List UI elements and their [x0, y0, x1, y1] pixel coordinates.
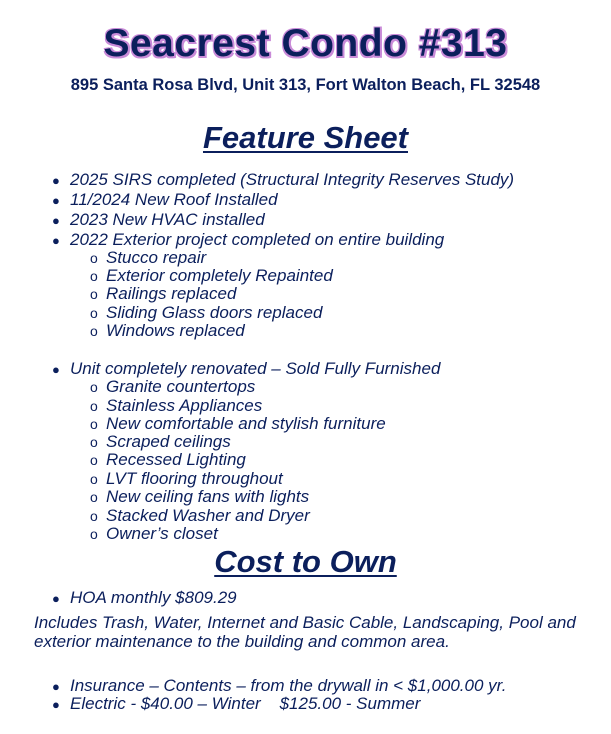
- sub-bullet-icon: o: [90, 250, 98, 266]
- sub-list-item: o LVT flooring throughout: [90, 469, 283, 488]
- sub-list-item: o Sliding Glass doors replaced: [90, 303, 323, 322]
- bullet-icon: ●: [52, 233, 60, 248]
- sub-list-item: o Stainless Appliances: [90, 396, 263, 415]
- sub-bullet-icon: o: [90, 416, 98, 432]
- bullet-icon: ●: [52, 591, 60, 606]
- property-address: 895 Santa Rosa Blvd, Unit 313, Fort Walton Beach, FL 32548: [70, 76, 541, 94]
- bullet-icon: ●: [52, 697, 60, 712]
- sub-bullet-icon: o: [90, 286, 98, 302]
- insurance-item: ● Insurance – Contents – from the drywall in < $1,000.00 yr.: [52, 676, 507, 695]
- sub-list-item: o New comfortable and stylish furniture: [90, 414, 386, 433]
- sub-list-item: o Exterior completely Repainted: [90, 266, 333, 285]
- bullet-icon: ●: [52, 173, 60, 188]
- bullet-icon: ●: [52, 213, 60, 228]
- list-item: ● 11/2024 New Roof Installed: [52, 190, 278, 209]
- sub-list-item: o Recessed Lighting: [90, 450, 246, 469]
- sub-bullet-icon: o: [90, 508, 98, 524]
- sub-list-item: o Stacked Washer and Dryer: [90, 506, 310, 525]
- list-item: ● 2022 Exterior project completed on entire building: [52, 230, 445, 249]
- feature-sheet-heading: Feature Sheet: [202, 120, 408, 155]
- sub-bullet-icon: o: [90, 268, 98, 284]
- sub-list-item: o Scraped ceilings: [90, 432, 231, 451]
- bullet-icon: ●: [52, 193, 60, 208]
- sub-bullet-icon: o: [90, 452, 98, 468]
- hoa-item: ● HOA monthly $809.29: [52, 588, 237, 607]
- sub-list-item: o Owner’s closet: [90, 524, 218, 543]
- sub-bullet-icon: o: [90, 471, 98, 487]
- bullet-icon: ●: [52, 679, 60, 694]
- sub-bullet-icon: o: [90, 489, 98, 505]
- sub-list-item: o Railings replaced: [90, 284, 237, 303]
- list-item: ● 2023 New HVAC installed: [52, 210, 265, 229]
- sub-bullet-icon: o: [90, 379, 98, 395]
- bullet-icon: ●: [52, 362, 60, 377]
- electric-item: ● Electric - $40.00 – Winter $125.00 - Summer: [52, 694, 421, 713]
- sub-bullet-icon: o: [90, 434, 98, 450]
- sub-bullet-icon: o: [90, 305, 98, 321]
- sub-list-item: o Windows replaced: [90, 321, 245, 340]
- hoa-includes-text: Includes Trash, Water, Internet and Basic Cable, Landscaping, Pool and exterior maintenance to the building and common area.: [34, 613, 576, 651]
- sub-list-item: o Stucco repair: [90, 248, 207, 267]
- cost-to-own-heading: Cost to Own: [214, 544, 397, 579]
- sub-bullet-icon: o: [90, 398, 98, 414]
- list-item: ● 2025 SIRS completed (Structural Integrity Reserves Study): [52, 170, 515, 189]
- page-title: Seacrest Condo #313: [103, 22, 508, 65]
- list-item: ● Unit completely renovated – Sold Fully Furnished: [52, 359, 441, 378]
- sub-bullet-icon: o: [90, 323, 98, 339]
- sub-bullet-icon: o: [90, 526, 98, 542]
- sub-list-item: o Granite countertops: [90, 377, 256, 396]
- sub-list-item: o New ceiling fans with lights: [90, 487, 310, 506]
